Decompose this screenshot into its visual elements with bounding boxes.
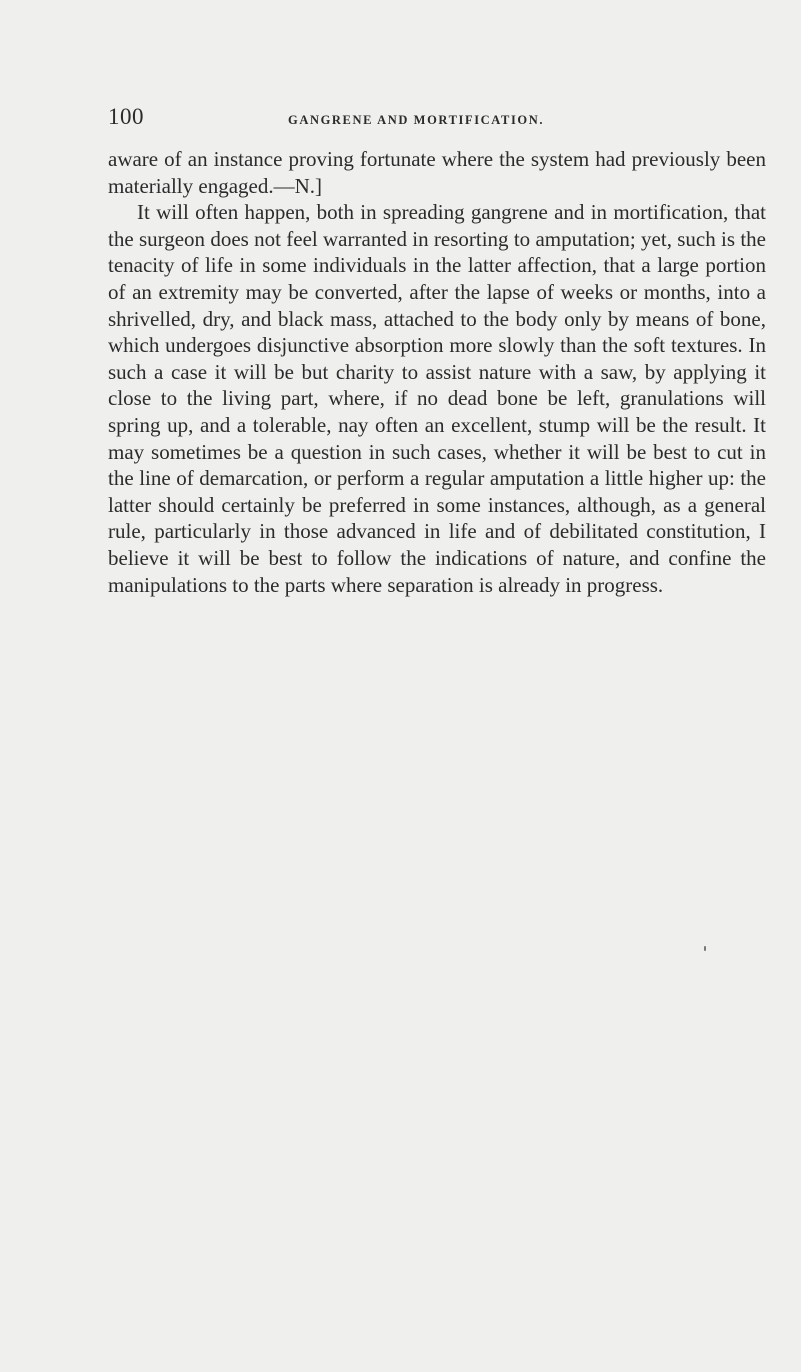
paragraph-continuation: aware of an instance proving fortunate where the system had previously been materially engaged.—N.]: [108, 147, 766, 198]
paragraph-amputation: It will often happen, both in spreading gangrene and in mortification, that the surgeon does not feel warranted in resorting to amputation; yet, such is the tenacity of life in some individuals in the latter affection, that a large portion of an extremity may be converted, after the lapse of weeks or months, into a shrivelled, dry, and black mass, attached to the body only by means of bone, which undergoes disjunctive absorption more slowly than the soft textures. In such a case it will be but charity to assist nature with a saw, by applying it close to the living part, where, if no dead bone be left, granulations will spring up, and a tolerable, nay often an excellent, stump will be the result. It may sometimes be a question in such cases, whether it will be best to cut in the line of demarcation, or perform a regular amputation a little higher up: the latter should certainly be preferred in some instances, although, as a general rule, particularly in those advanced in life and of debilitated constitution, I believe it will be best to follow the indications of nature, and confine the manipulations to the parts where separation is already in progress.: [108, 200, 766, 597]
page-number: 100: [108, 104, 144, 129]
body-text: [108, 146, 766, 598]
running-head: [108, 103, 768, 137]
paper-speck: [704, 946, 706, 951]
running-title: GANGRENE AND MORTIFICATION.: [288, 113, 545, 127]
